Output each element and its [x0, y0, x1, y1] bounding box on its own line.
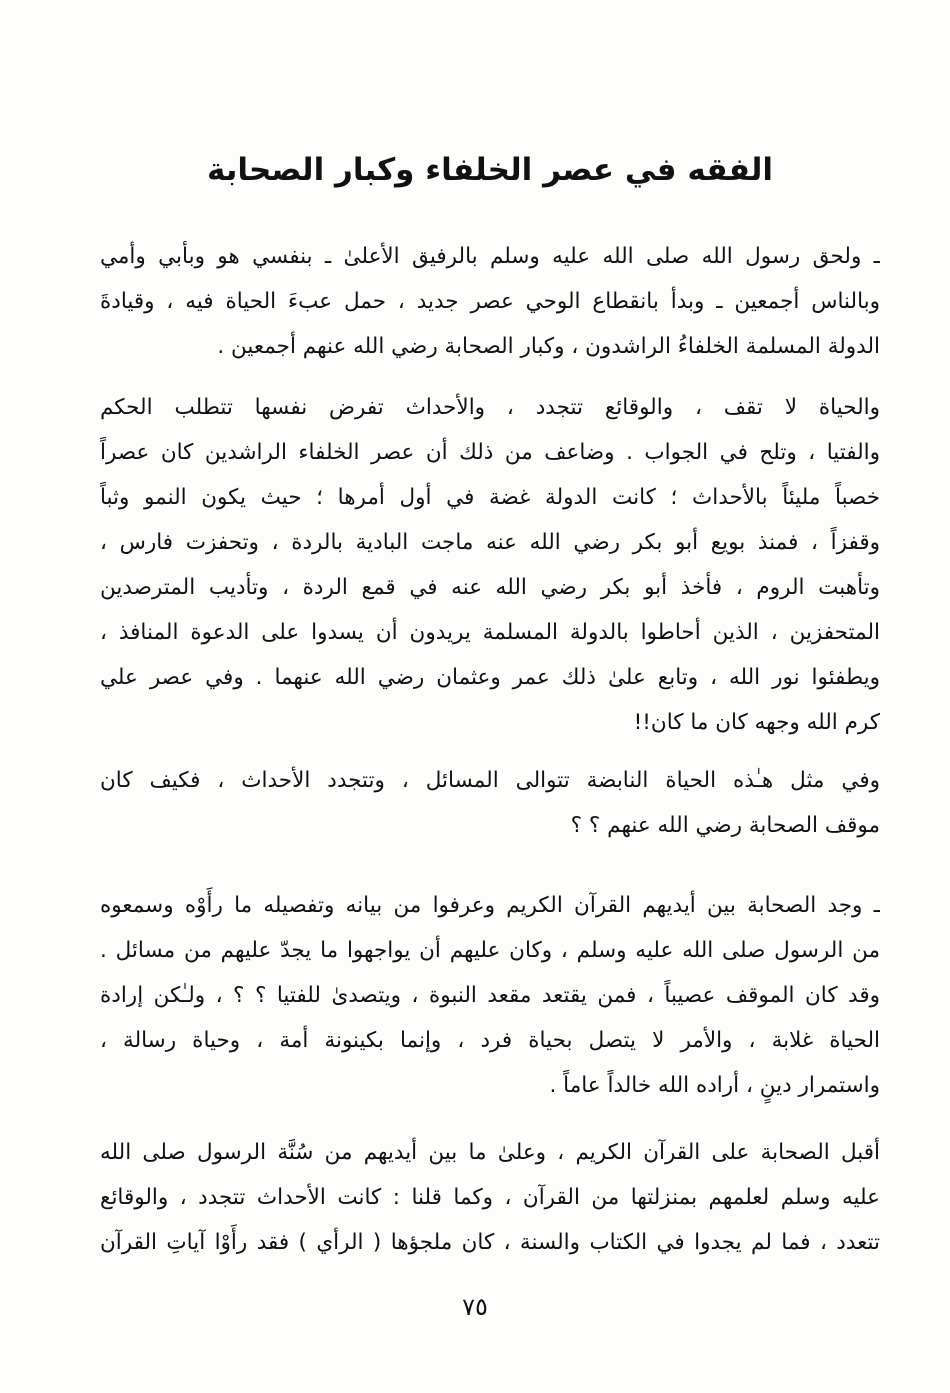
text-line: ـ وجد الصحابة بين أيديهم القرآن الكريم وعرفوا من بيانه وتفصيله ما رأَوْه وسمعوه — [100, 893, 880, 918]
page-number: ٧٥ — [462, 1293, 488, 1321]
text-line: ويطفئوا نور الله ، وتابع علىٰ ذلك عمر وعثمان رضي الله عنهما . وفي عصر علي — [100, 665, 880, 690]
paragraph-4 — [100, 883, 880, 1108]
text-line: والفتيا ، وتلح في الجواب . وضاعف من ذلك أن عصر الخلفاء الراشدين كان عصراً — [100, 440, 880, 465]
text-line: كرم الله وجهه كان ما كان!! — [633, 710, 880, 735]
paragraph-2 — [100, 385, 880, 745]
text-line: واستمرار دينٍ ، أراده الله خالداً عاماً . — [549, 1073, 880, 1098]
text-line: والحياة لا تقف ، والوقائع تتجدد ، والأحداث تفرض نفسها تتطلب الحكم — [100, 395, 880, 420]
text-line: عليه وسلم لعلمهم بمنزلتها من القرآن ، وكما قلنا : كانت الأحداث تتجدد ، والوقائع — [100, 1185, 880, 1210]
text-line: موقف الصحابة رضي الله عنهم ؟ ؟ — [570, 813, 880, 838]
text-line: وبالناس أجمعين ـ وبدأ بانقطاع الوحي عصر جديد ، حمل عبءَ الحياة فيه ، وقيادةَ — [100, 289, 880, 314]
text-line: من الرسول صلى الله عليه وسلم ، وكان عليهم أن يواجهوا ما يجدّ عليهم من مسائل . — [100, 938, 880, 963]
text-line: وفي مثل هـٰذه الحياة النابضة تتوالى المسائل ، وتتجدد الأحداث ، فكيف كان — [100, 768, 880, 793]
text-line: خصباً مليئاً بالأحداث ؛ كانت الدولة غضة في أول أمرها ؛ حيث يكون النمو وثباً — [100, 485, 880, 510]
paragraph-5 — [100, 1130, 880, 1265]
text-line: وتأهبت الروم ، فأخذ أبو بكر رضي الله عنه في قمع الردة ، وتأديب المترصدين — [100, 575, 880, 600]
text-line: الحياة غلابة ، والأمر لا يتصل بحياة فرد ، وإنما بكينونة أمة ، وحياة رسالة ، — [100, 1028, 880, 1053]
chapter-title: الفقه في عصر الخلفاء وكبار الصحابة — [206, 152, 774, 188]
text-line: المتحفزين ، الذين أحاطوا بالدولة المسلمة يريدون أن يسدوا على الدعوة المنافذ ، — [100, 620, 880, 645]
paragraph-3 — [100, 758, 880, 848]
text-line: الدولة المسلمة الخلفاءُ الراشدون ، وكبار الصحابة رضي الله عنهم أجمعين . — [217, 334, 880, 359]
text-line: ـ ولحق رسول الله صلى الله عليه وسلم بالرفيق الأعلىٰ ـ بنفسي هو وبأبي وأمي — [100, 244, 880, 269]
text-line: وقفزاً ، فمنذ بويع أبو بكر رضي الله عنه ماجت البادية بالردة ، وتحفزت فارس ، — [100, 530, 880, 555]
text-line: وقد كان الموقف عصيباً ، فمن يقتعد مقعد النبوة ، ويتصدىٰ للفتيا ؟ ؟ ، ولـٰكن إرادة — [100, 983, 880, 1008]
text-line: أقبل الصحابة على القرآن الكريم ، وعلىٰ ما بين أيديهم من سُنَّة الرسول صلى الله — [100, 1140, 880, 1165]
paragraph-1 — [100, 234, 880, 369]
text-line: تتعدد ، فما لم يجدوا في الكتاب والسنة ، كان ملجؤها ( الرأي ) فقد رأَوْا آياتِ القرآن — [100, 1230, 880, 1255]
